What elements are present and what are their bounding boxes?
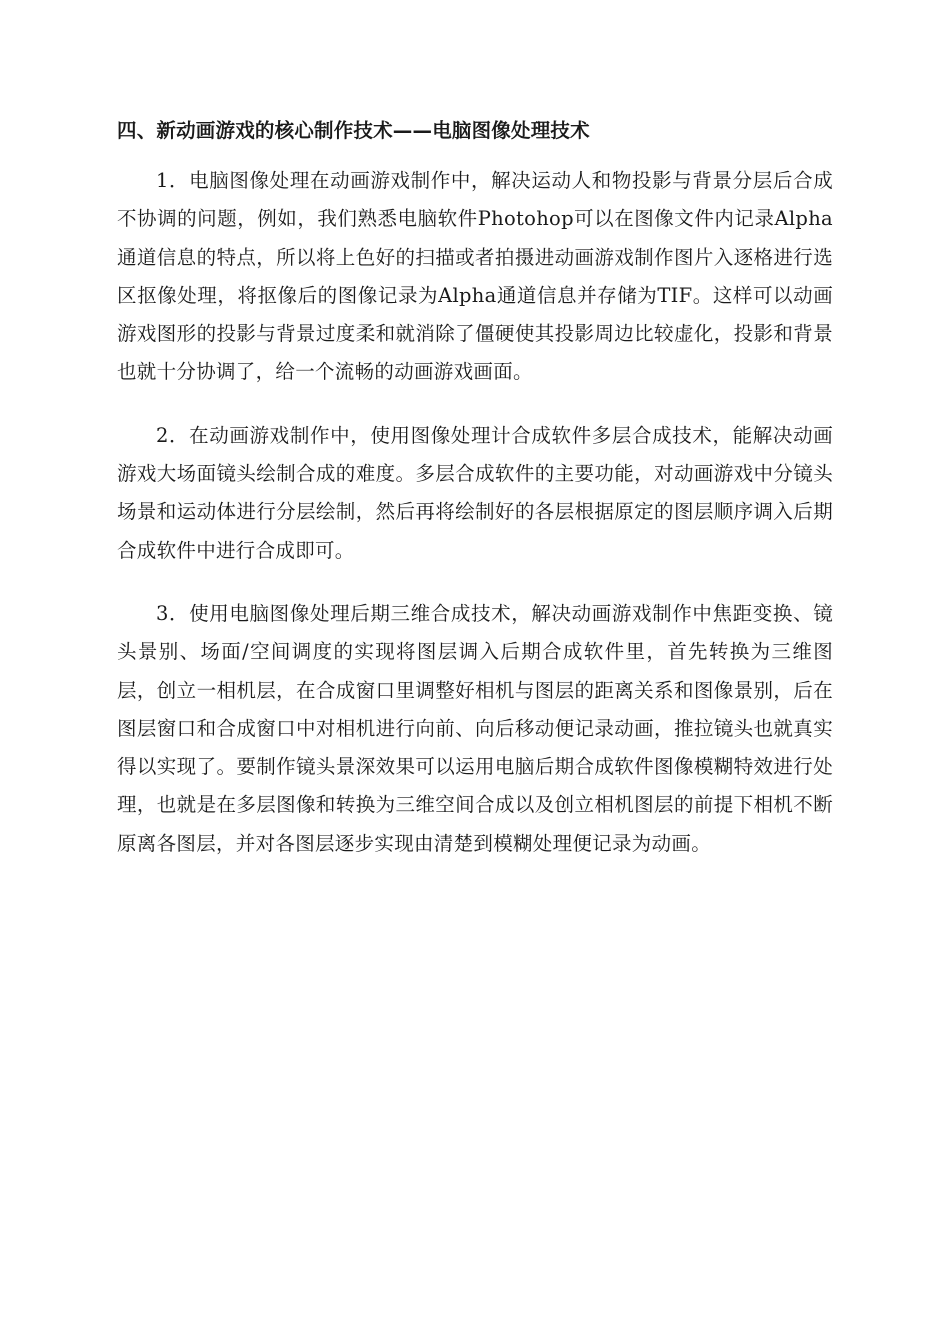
paragraph-3: 3．使用电脑图像处理后期三维合成技术，解决动画游戏制作中焦距变换、镜头景别、场面/空间调度的实现将图层调入后期合成软件里，首先转换为三维图层，创立一相机层，在合成窗口里调整好相机与图层的距离关系和图像景别，后在图层窗口和合成窗口中对相机进行向前、向后移动便记录动画，推拉镜头也就真实得以实现了。要制作镜头景深效果可以运用电脑后期合成软件图像模糊特效进行处理，也就是在多层图像和转换为三维空间合成以及创立相机图层的前提下相机不断原离各图层，并对各图层逐步实现由清楚到模糊处理便记录为动画。 (117, 601, 833, 855)
paragraph-1: 1．电脑图像处理在动画游戏制作中，解决运动人和物投影与背景分层后合成不协调的问题，例如，我们熟悉电脑软件Photohop可以在图像文件内记录Alpha通道信息的特点，所以将上色好的扫描或者拍摄进动画游戏制作图片入逐格进行选区抠像处理，将抠像后的图像记录为Alpha通道信息并存储为TIF。这样可以动画游戏图形的投影与背景过度柔和就消除了僵硬使其投影周边比较虚化，投影和背景也就十分协调了，给一个流畅的动画游戏画面。 (117, 169, 833, 384)
document-body (117, 112, 833, 888)
section-heading: 四、新动画游戏的核心制作技术——电脑图像处理技术 (117, 119, 590, 142)
paragraph-2: 2．在动画游戏制作中，使用图像处理计合成软件多层合成技术，能解决动画游戏大场面镜头绘制合成的难度。多层合成软件的主要功能，对动画游戏中分镜头场景和运动体进行分层绘制，然后再将绘制好的各层根据原定的图层顺序调入后期合成软件中进行合成即可。 (117, 423, 833, 562)
